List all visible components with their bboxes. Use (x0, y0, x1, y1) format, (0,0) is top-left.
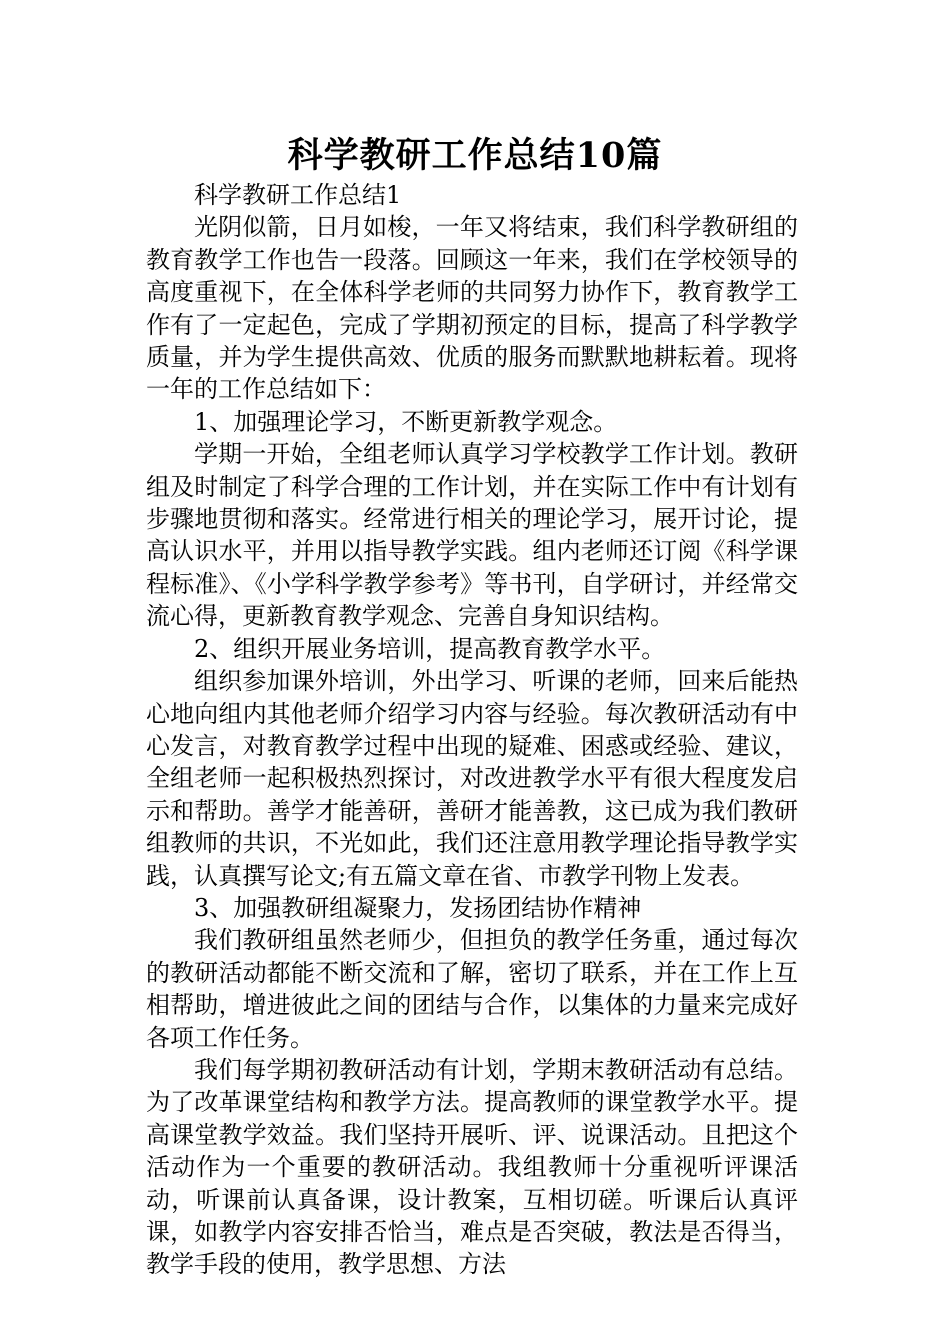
body-paragraph: 组织参加课外培训，外出学习、听课的老师，回来后能热心地向组内其他老师介绍学习内容与经验。每次教研活动有中心发言，对教育教学过程中出现的疑难、困惑或经验、建议，全组老师一起积极热烈探讨，对改进教学水平有很大程度发启示和帮助。善学才能善研，善研才能善教，这已成为我们教研组教师的共识，不光如此，我们还注意用教学理论指导教学实践，认真撰写论文;有五篇文章在省、市教学刊物上发表。 (146, 667, 798, 890)
section-heading-1: 科学教研工作总结1 (194, 181, 402, 209)
subheading-3: 3、加强教研组凝聚力，发扬团结协作精神 (194, 893, 642, 922)
subheading-2: 2、组织开展业务培训，提高教育教学水平。 (194, 634, 666, 663)
document-title: 科学教研工作总结10篇 (287, 135, 663, 176)
subheading-1: 1、加强理论学习，不断更新教学观念。 (194, 407, 618, 436)
body-paragraph: 光阴似箭，日月如梭，一年又将结束，我们科学教研组的教育教学工作也告一段落。回顾这一年来，我们在学校领导的高度重视下，在全体科学老师的共同努力协作下，教育教学工作有了一定起色，完成了学期初预定的目标，提高了科学教学质量，并为学生提供高效、优质的服务而默默地耕耘着。现将一年的工作总结如下： (146, 213, 798, 404)
body-paragraph: 我们每学期初教研活动有计划，学期末教研活动有总结。为了改革课堂结构和教学方法。提高教师的课堂教学水平。提高课堂教学效益。我们坚持开展听、评、说课活动。且把这个活动作为一个重要的教研活动。我组教师十分重视听评课活动，听课前认真备课，设计教案，互相切磋。听课后认真评课，如教学内容安排否恰当，难点是否突破，教法是否得当，教学手段的使用，教学思想、方法 (146, 1055, 798, 1279)
body-paragraph: 我们教研组虽然老师少，但担负的教学任务重，通过每次的教研活动都能不断交流和了解，密切了联系，并在工作上互相帮助，增进彼此之间的团结与合作，以集体的力量来完成好各项工作任务。 (146, 926, 798, 1052)
body-paragraph: 学期一开始，全组老师认真学习学校教学工作计划。教研组及时制定了科学合理的工作计划，并在实际工作中有计划有步骤地贯彻和落实。经常进行相关的理论学习，展开讨论，提高认识水平，并用以指导教学实践。组内老师还订阅《科学课程标准》、《小学科学教学参考》等书刊，自学研讨，并经常交流心得，更新教育教学观念、完善自身知识结构。 (146, 440, 798, 631)
document-body (146, 179, 798, 1281)
